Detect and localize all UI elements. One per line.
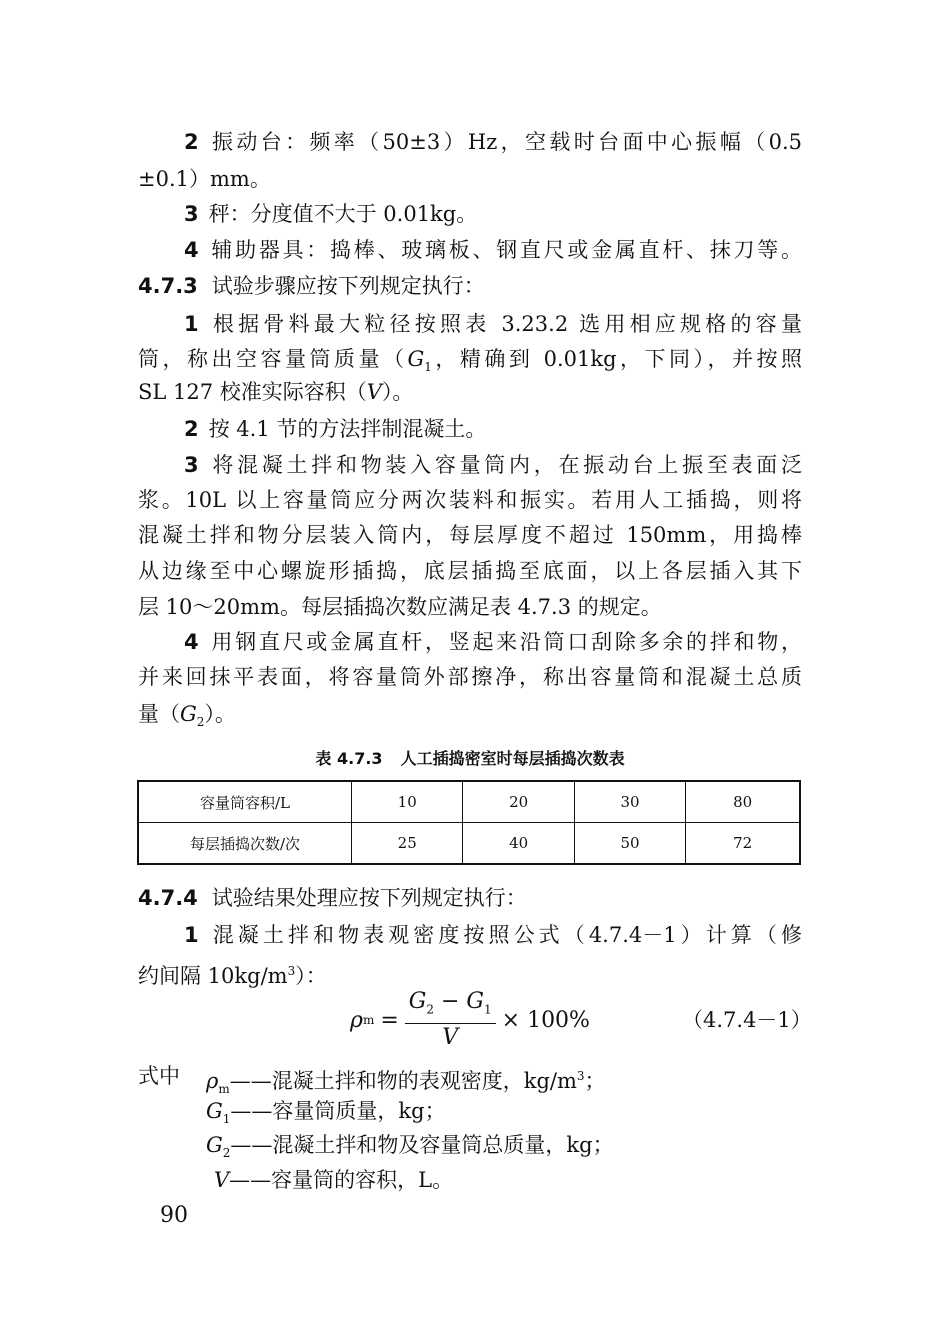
table-cell: 10 bbox=[352, 781, 463, 823]
step-2: 2 按 4.1 节的方法拌制混凝土。 bbox=[184, 417, 487, 441]
legend-g2: $G_2——$混凝土拌和物及容量筒总质量，kg； bbox=[206, 1133, 614, 1161]
step-3-line-3: 混凝土拌和物分层装入筒内，每层厚度不超过 150mm，用捣棒 bbox=[138, 523, 802, 547]
item-scale: 3 秤：分度值不大于 0.01kg。 bbox=[184, 202, 478, 226]
section-4-7-4-heading: 4.7.4 试验结果处理应按下列规定执行： bbox=[138, 886, 527, 910]
legend-label: 式中 bbox=[138, 1064, 180, 1088]
step-4-line-2: 并来回抹平表面，将容量筒外部擦净，称出容量筒和混凝土总质 bbox=[138, 665, 802, 689]
table-cell: 30 bbox=[574, 781, 685, 823]
page-number: 90 bbox=[160, 1203, 188, 1228]
result-1-line-1: 1 混凝土拌和物表观密度按照公式（4.7.4－1）计算（修 bbox=[184, 923, 802, 947]
step-3-line-4: 从边缘至中心螺旋形插捣，底层插捣至底面，以上各层插入其下 bbox=[138, 559, 802, 583]
table-cell: 80 bbox=[686, 781, 800, 823]
table-cell: 72 bbox=[686, 823, 800, 865]
step-4-line-3: 量$(G_2)$。 bbox=[138, 702, 236, 730]
row-header-tamping-count: 每层插捣次数/次 bbox=[138, 823, 352, 865]
legend-g1: $G_1——$容量筒质量，kg； bbox=[206, 1099, 446, 1127]
step-1-line-2: 筒，称出空容量筒质量（$G_1$，精确到 0.01kg，下同），并按照 bbox=[138, 347, 803, 375]
density-formula: ρ m = $\frac{G_2 - G_1}{V}$ × 100% bbox=[350, 988, 590, 1051]
compaction-count-table bbox=[137, 780, 801, 865]
step-4-line-1: 4 用钢直尺或金属直杆，竖起来沿筒口刮除多余的拌和物， bbox=[184, 630, 802, 654]
item-vibration-table-cont: ±0.1）mm。 bbox=[138, 167, 271, 191]
legend-rho: $\rho_m——$混凝土拌和物的表观密度，$kg/m^3$； bbox=[206, 1069, 606, 1097]
table-row bbox=[138, 781, 800, 823]
item-auxiliary-tools: 4 辅助器具：捣棒、玻璃板、钢直尺或金属直杆、抹刀等。 bbox=[184, 238, 802, 262]
formula-number: （4.7.4－1） bbox=[682, 1008, 812, 1032]
result-1-line-2: 约间隔 $10kg/m^3$）： bbox=[138, 964, 327, 988]
table-cell: 50 bbox=[574, 823, 685, 865]
step-3-line-2: 浆。10L 以上容量筒应分两次装料和振实。若用人工插捣，则将 bbox=[138, 488, 802, 512]
step-3-line-1: 3 将混凝土拌和物装入容量筒内，在振动台上振至表面泛 bbox=[184, 453, 802, 477]
table-caption: 表 4.7.3 人工插捣密室时每层插捣次数表 bbox=[315, 749, 625, 768]
step-1-line-1: 1 根据骨料最大粒径按照表 3.23.2 选用相应规格的容量 bbox=[184, 312, 802, 336]
item-vibration-table: 2 振动台：频率（50±3）Hz，空载时台面中心振幅（0.5 bbox=[184, 130, 802, 154]
step-3-line-5: 层 10～20mm。每层插捣次数应满足表 4.7.3 的规定。 bbox=[138, 595, 662, 619]
row-header-volume: 容量筒容积/L bbox=[138, 781, 352, 823]
table-cell: 20 bbox=[463, 781, 574, 823]
table-cell: 40 bbox=[463, 823, 574, 865]
table-cell: 25 bbox=[352, 823, 463, 865]
formula-fraction: $\frac{G_2 - G_1}{V}$ bbox=[405, 988, 496, 1052]
section-4-7-3-heading: 4.7.3 试验步骤应按下列规定执行： bbox=[138, 274, 485, 298]
legend-v: V——容量筒的容积，L。 bbox=[214, 1168, 454, 1192]
step-1-line-3: SL 127 校准实际容积（V）。 bbox=[138, 380, 414, 404]
table-row bbox=[138, 823, 800, 865]
